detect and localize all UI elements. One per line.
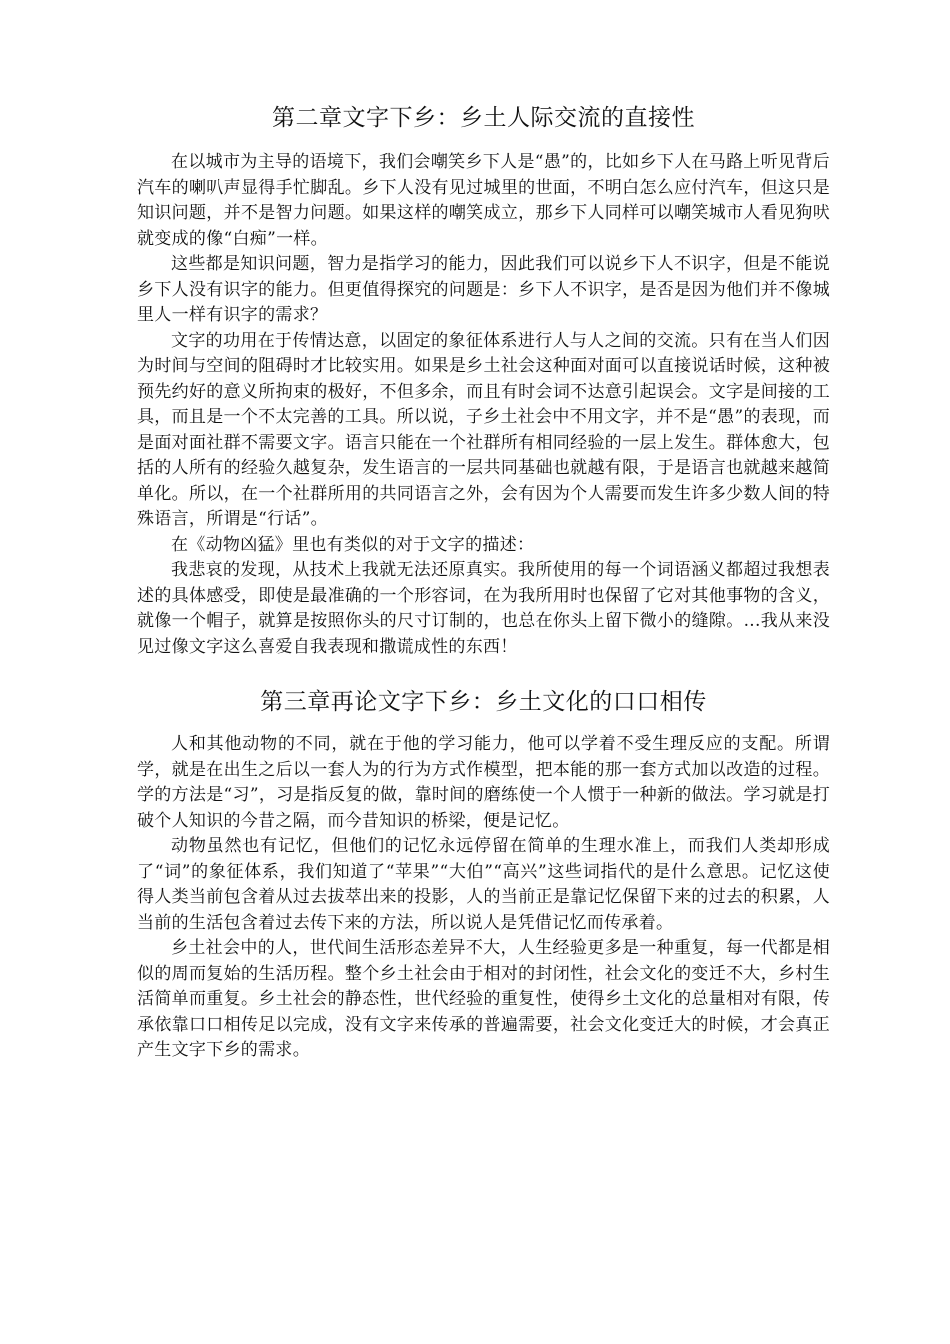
chapter-3-paragraph-2: 动物虽然也有记忆，但他们的记忆永远停留在简单的生理水准上，而我们人类却形成了“词”的象征体系，我们知道了“苹果”“大伯”“高兴”这些词指代的是什么意思。记忆这使得人类当前包含着从过去拔萃出来的投影，人的当前正是靠记忆保留下来的过去的积累，人当前的生活包含着过去传下来的方法，所以说人是凭借记忆而传承着。 [137, 836, 830, 933]
chapter-2-quote-paragraph: 我悲哀的发现，从技术上我就无法还原真实。我所使用的每一个词语涵义都超过我想表述的具体感受，即使是最准确的一个形容词，在为我所用时也保留了它对其他事物的含义，就像一个帽子，就算是按照你头的尺寸订制的，也总在你头上留下微小的缝隙。...我从来没见过像文字这么喜爱自我表现和撒谎成性的东西！ [137, 560, 830, 657]
chapter-3-section [137, 684, 830, 1064]
chapter-3-paragraph-3: 乡土社会中的人，世代间生活形态差异不大，人生经验更多是一种重复，每一代都是相似的周而复始的生活历程。整个乡土社会由于相对的封闭性，社会文化的变迁不大，乡村生活简单而重复。乡土社会的静态性，世代经验的重复性，使得乡土文化的总量相对有限，传承依靠口口相传足以完成，没有文字来传承的普遍需要，社会文化变迁大的时候，才会真正产生文字下乡的需求。 [137, 938, 830, 1060]
chapter-3-paragraph-1: 人和其他动物的不同，就在于他的学习能力，他可以学着不受生理反应的支配。所谓学，就是在出生之后以一套人为的行为方式作模型，把本能的那一套方式加以改造的过程。学的方法是“习”，习是指反复的做，靠时间的磨练使一个人惯于一种新的做法。学习就是打破个人知识的今昔之隔，而今昔知识的桥梁，便是记忆。 [137, 734, 830, 831]
chapter-2-paragraph-4: 在《动物凶猛》里也有类似的对于文字的描述： [171, 534, 535, 555]
chapter-2-paragraph-3: 文字的功用在于传情达意，以固定的象征体系进行人与人之间的交流。只有在当人们因为时间与空间的阻碍时才比较实用。如果是乡土社会这种面对面可以直接说话时候，这种被预先约好的意义所拘束的极好，不但多余，而且有时会词不达意引起误会。文字是间接的工具，而且是一个不太完善的工具。所以说，子乡土社会中不用文字，并不是“愚”的表现，而是面对面社群不需要文字。语言只能在一个社群所有相同经验的一层上发生。群体愈大，包括的人所有的经验久越复杂，发生语言的一层共同基础也就越有限，于是语言也就越来越简单化。所以，在一个社群所用的共同语言之外，会有因为个人需要而发生许多少数人间的特殊语言，所谓是“行话”。 [137, 330, 830, 529]
chapter-3-title: 第三章再论文字下乡：乡土文化的口口相传 [260, 689, 707, 715]
chapter-2-section [137, 100, 830, 660]
chapter-2-paragraph-2: 这些都是知识问题，智力是指学习的能力，因此我们可以说乡下人不识字，但是不能说乡下人没有识字的能力。但更值得探究的问题是：乡下人不识字，是否是因为他们并不像城里人一样有识字的需求？ [137, 254, 830, 325]
chapter-2-title: 第二章文字下乡：乡土人际交流的直接性 [272, 105, 695, 131]
chapter-2-paragraph-1: 在以城市为主导的语境下，我们会嘲笑乡下人是“愚”的，比如乡下人在马路上听见背后汽车的喇叭声显得手忙脚乱。乡下人没有见过城里的世面，不明白怎么应付汽车，但这只是知识问题，并不是智力问题。如果这样的嘲笑成立，那乡下人同样可以嘲笑城市人看见狗吠就变成的像“白痴”一样。 [137, 152, 830, 249]
